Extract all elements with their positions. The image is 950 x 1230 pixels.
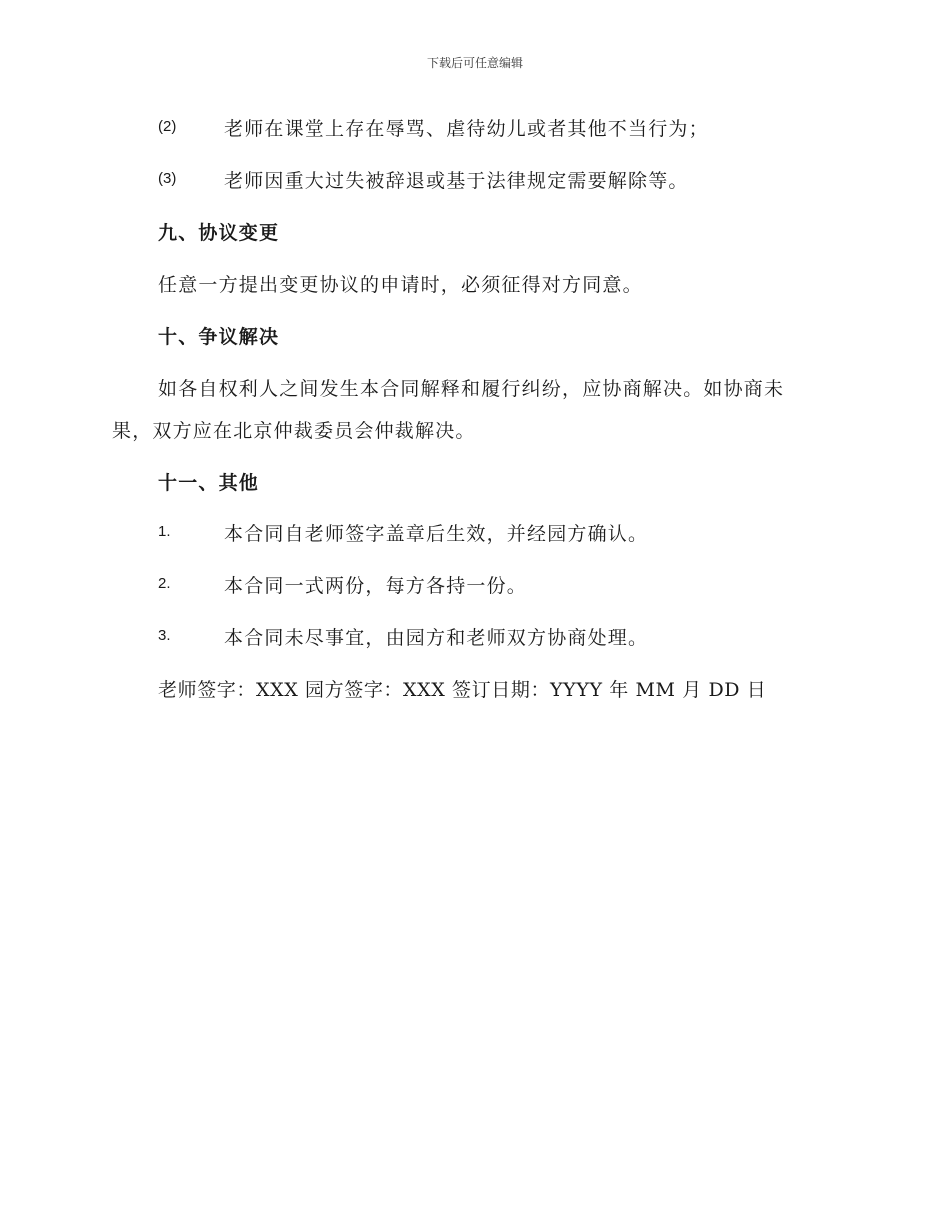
list-item-text: 本合同一式两份，每方各持一份。 [224, 575, 528, 597]
page-header-note: 下载后可任意编辑 [426, 56, 523, 70]
list-item-number: 3. [158, 627, 171, 644]
paragraph-line: 如各自权利人之间发生本合同解释和履行纠纷，应协商解决。如协商未 [158, 378, 785, 400]
section-heading: 九、协议变更 [158, 222, 280, 244]
list-item-text: 本合同自老师签字盖章后生效，并经园方确认。 [224, 523, 649, 545]
list-item-text: 老师因重大过失被辞退或基于法律规定需要解除等。 [224, 170, 689, 192]
list-item-number: (3) [158, 170, 177, 187]
list-item-number: 1. [158, 523, 171, 540]
signature-line: 老师签字：XXX 园方签字：XXX 签订日期：YYYY 年 MM 月 DD 日 [158, 679, 767, 701]
list-item-number: (2) [158, 118, 177, 135]
paragraph: 任意一方提出变更协议的申请时，必须征得对方同意。 [158, 274, 643, 296]
list-item-text: 老师在课堂上存在辱骂、虐待幼儿或者其他不当行为； [224, 118, 709, 140]
paragraph-line: 果，双方应在北京仲裁委员会仲裁解决。 [112, 420, 476, 442]
list-item-text: 本合同未尽事宜，由园方和老师双方协商处理。 [224, 627, 649, 649]
section-heading: 十、争议解决 [158, 326, 280, 348]
list-item-number: 2. [158, 575, 171, 592]
section-heading: 十一、其他 [158, 472, 260, 494]
